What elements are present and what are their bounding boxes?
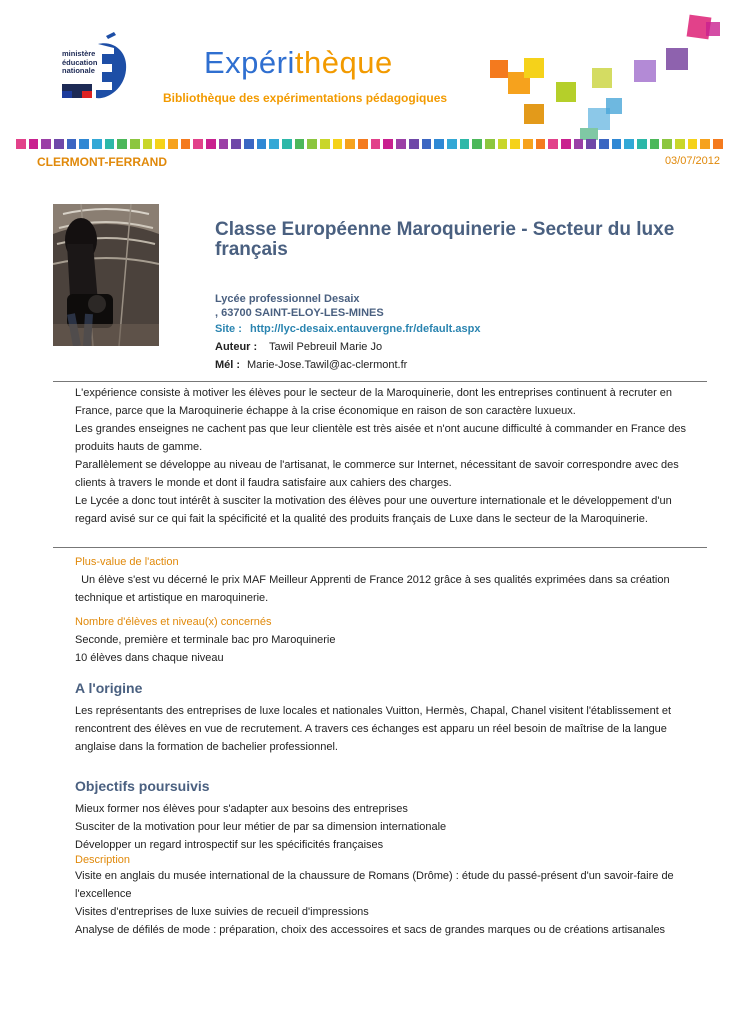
site-label: Site : xyxy=(215,323,242,335)
ministry-logo-text: ministère éducation nationale xyxy=(62,49,98,75)
decorative-squares xyxy=(480,10,730,140)
divider xyxy=(53,547,707,548)
divider xyxy=(53,381,707,382)
project-photo xyxy=(53,204,159,346)
mel-link[interactable]: Marie-Jose.Tawil@ac-clermont.fr xyxy=(247,359,408,371)
region-label: CLERMONT-FERRAND xyxy=(37,155,167,169)
auteur-label: Auteur : xyxy=(215,341,258,353)
school-address: , 63700 SAINT-ELOY-LES-MINES xyxy=(215,307,384,319)
plus-value-label: Plus-value de l'action xyxy=(75,556,179,568)
school-name: Lycée professionnel Desaix xyxy=(215,293,360,305)
plus-value-text: Un élève s'est vu décerné le prix MAF Meilleur Apprenti de France 2012 grâce à ses qualités exprimées dans sa création technique et artistique en maroquinerie. xyxy=(75,574,670,604)
school-info xyxy=(215,292,384,320)
publication-date: 03/07/2012 xyxy=(664,155,720,167)
objectifs-list: Mieux former nos élèves pour s'adapter aux besoins des entreprises Susciter de la motivation pour leur métier de par sa dimension internationale Développer un regard introspectif sur les spécificités françaises xyxy=(75,803,447,851)
objectifs-heading: Objectifs poursuivis xyxy=(75,778,210,794)
mel-label: Mél : xyxy=(215,359,241,371)
origine-heading: A l'origine xyxy=(75,680,143,696)
resume-text: L'expérience consiste à motiver les élèves pour le secteur de la Maroquinerie, dont les entreprises continuent à recruter en France, parce que la Maroquinerie échappe à la crise économique en raison de son caractère luxueux. Les grandes enseignes ne cachent pas que leur clientèle est très aisée et n'ont aucune difficulté à commander en France des produits hauts de gamme. Parallèlement se développe au niveau de l'artisanat, le commerce sur Internet, nécessitant de savoir correspondre avec des clients à travers le monde et dont il faudra satisfaire aux cahiers des charges. Le Lycée a donc tout intérêt à susciter la motivation des élèves pour une ouverture internationale et le développement d'un regard avisé sur ce qui fait la spécificité et la qualité des produits français de Luxe dans le secteur de la Maroquinerie. xyxy=(75,387,686,525)
description-label: Description xyxy=(75,854,131,866)
brand-name: Expérithèque xyxy=(204,45,393,80)
site-link[interactable]: http://lyc-desaix.entauvergne.fr/default.aspx xyxy=(250,323,481,335)
niveaux-label: Nombre d'élèves et niveau(x) concernés xyxy=(75,616,272,628)
color-stripe xyxy=(16,139,726,149)
tagline: Bibliothèque des expérimentations pédagogiques xyxy=(163,91,448,105)
auteur-name: Tawil Pebreuil Marie Jo xyxy=(269,341,383,353)
page-title: Classe Européenne Maroquinerie - Secteur du luxe français xyxy=(215,219,675,260)
description-text: Visite en anglais du musée international de la chaussure de Romans (Drôme) : étude du passé-présent d'un savoir-faire de l'excellence Visites d'entreprises de luxe suivies de recueil d'impressions Analyse de défilés de mode : préparation, choix des accessoires et sacs de grandes marques ou de créations artisanales xyxy=(75,870,674,936)
niveaux-text: Seconde, première et terminale bac pro Maroquinerie 10 élèves dans chaque niveau xyxy=(75,634,336,664)
origine-text: Les représentants des entreprises de luxe locales et nationales Vuitton, Hermès, Chapal, Chanel visitent l'établissement et rencontrent des élèves en vue de recrutement. A travers ces échanges est apparu un réel besoin de maîtrise de la langue anglaise dans la formation de bachelier professionnel. xyxy=(75,705,672,753)
